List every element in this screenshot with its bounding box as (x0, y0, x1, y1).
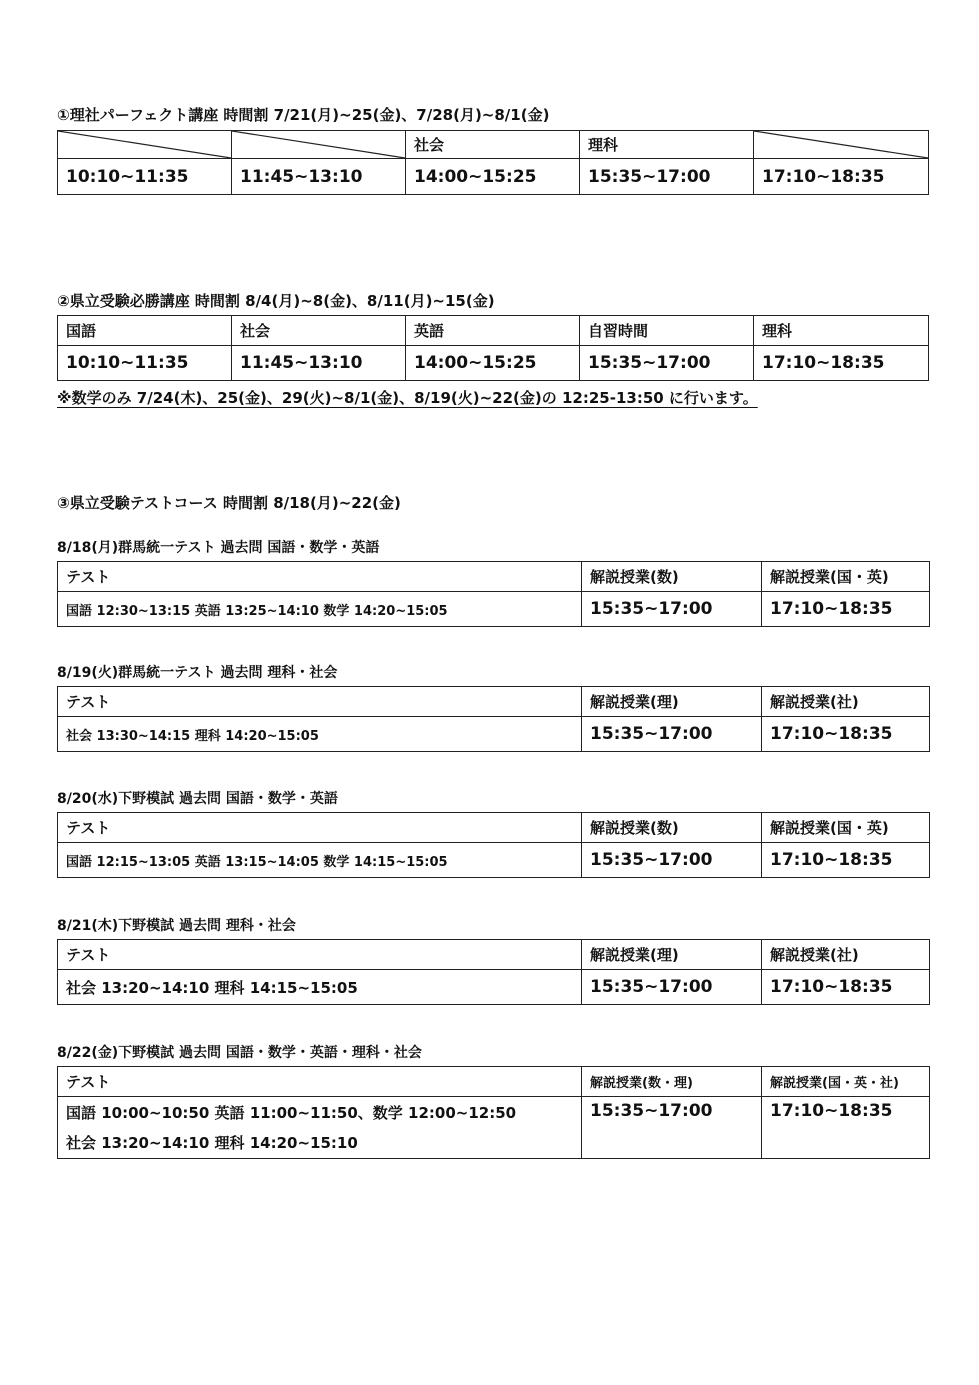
day-820-review2-time: 17:10~18:35 (762, 843, 930, 878)
day-821-time-row (58, 970, 930, 1005)
section2-table (57, 315, 929, 381)
day-820-table (57, 812, 930, 878)
day-820-header-row (58, 813, 930, 843)
day-820-review1-time: 15:35~17:00 (582, 843, 762, 878)
day-819-header-row (58, 687, 930, 717)
day-820-test-times: 国語 12:15~13:05 英語 13:15~14:05 数学 14:15~15:05 (58, 843, 582, 878)
section2-time-1: 10:10~11:35 (58, 346, 232, 381)
day-822-header-test: テスト (58, 1067, 582, 1097)
day-822-test-times-line2: 社会 13:20~14:10 理科 14:20~15:10 (66, 1133, 358, 1152)
day-821-test-times: 社会 13:20~14:10 理科 14:15~15:05 (58, 970, 582, 1005)
day-818-review1-time: 15:35~17:00 (582, 592, 762, 627)
section2-header-english: 英語 (406, 316, 580, 346)
day-821-table (57, 939, 930, 1005)
day-819-header-test: テスト (58, 687, 582, 717)
section1-header-empty-5 (754, 131, 929, 159)
day-818-title: 8/18(月)群馬統一テスト 過去問 国語・数学・英語 (57, 540, 380, 556)
day-821-header-test: テスト (58, 940, 582, 970)
day-821-review1-time: 15:35~17:00 (582, 970, 762, 1005)
day-819-table (57, 686, 930, 752)
day-820-header-review2: 解説授業(国・英) (762, 813, 930, 843)
section1-time-1: 10:10~11:35 (58, 159, 232, 195)
day-822-header-row (58, 1067, 930, 1097)
section2-header-social: 社会 (232, 316, 406, 346)
day-819-time-row (58, 717, 930, 752)
day-818-review2-time: 17:10~18:35 (762, 592, 930, 627)
section1-header-empty-1 (58, 131, 232, 159)
day-822-title: 8/22(金)下野模試 過去問 国語・数学・英語・理科・社会 (57, 1045, 422, 1061)
section2-header-science: 理科 (754, 316, 929, 346)
section3-title: ③県立受験テストコース 時間割 8/18(月)~22(金) (57, 494, 401, 512)
day-819-test-times: 社会 13:30~14:15 理科 14:20~15:05 (58, 717, 582, 752)
day-818-header-review1: 解説授業(数) (582, 562, 762, 592)
section2-time-4: 15:35~17:00 (580, 346, 754, 381)
day-820-header-test: テスト (58, 813, 582, 843)
section1-table (57, 130, 929, 195)
day-818-table (57, 561, 930, 627)
section2-title: ②県立受験必勝講座 時間割 8/4(月)~8(金)、8/11(月)~15(金) (57, 292, 495, 310)
day-821-title: 8/21(木)下野模試 過去問 理科・社会 (57, 918, 296, 934)
day-822-test-times-line1: 国語 10:00~10:50 英語 11:00~11:50、数学 12:00~12:50 (66, 1103, 517, 1122)
section1-time-2: 11:45~13:10 (232, 159, 406, 195)
day-818-header-review2: 解説授業(国・英) (762, 562, 930, 592)
day-822-table (57, 1066, 930, 1159)
day-820-header-review1: 解説授業(数) (582, 813, 762, 843)
section1-header-empty-2 (232, 131, 406, 159)
section1-time-5: 17:10~18:35 (754, 159, 929, 195)
day-818-header-row (58, 562, 930, 592)
day-821-review2-time: 17:10~18:35 (762, 970, 930, 1005)
day-819-title: 8/19(火)群馬統一テスト 過去問 理科・社会 (57, 665, 338, 681)
section2-math-note: ※数学のみ 7/24(木)、25(金)、29(火)~8/1(金)、8/19(火)~22(金)の 12:25-13:50 に行います。 (57, 389, 758, 407)
section2-header-selfstudy: 自習時間 (580, 316, 754, 346)
section1-time-3: 14:00~15:25 (406, 159, 580, 195)
day-822-review1-time: 15:35~17:00 (582, 1097, 762, 1159)
section1-time-4: 15:35~17:00 (580, 159, 754, 195)
section2-header-japanese: 国語 (58, 316, 232, 346)
section1-header-row (58, 131, 929, 159)
section1-header-science: 理科 (580, 131, 754, 159)
day-819-review2-time: 17:10~18:35 (762, 717, 930, 752)
section2-time-3: 14:00~15:25 (406, 346, 580, 381)
day-819-header-review1: 解説授業(理) (582, 687, 762, 717)
day-819-header-review2: 解説授業(社) (762, 687, 930, 717)
day-818-header-test: テスト (58, 562, 582, 592)
day-821-header-row (58, 940, 930, 970)
day-822-time-row (58, 1097, 930, 1159)
section1-title: ①理社パーフェクト講座 時間割 7/21(月)~25(金)、7/28(月)~8/1(金) (57, 106, 550, 124)
section2-time-row (58, 346, 929, 381)
section2-time-2: 11:45~13:10 (232, 346, 406, 381)
day-818-test-times: 国語 12:30~13:15 英語 13:25~14:10 数学 14:20~15:05 (58, 592, 582, 627)
section2-header-row (58, 316, 929, 346)
day-821-header-review1: 解説授業(理) (582, 940, 762, 970)
section1-header-social: 社会 (406, 131, 580, 159)
day-818-time-row (58, 592, 930, 627)
day-820-title: 8/20(水)下野模試 過去問 国語・数学・英語 (57, 791, 338, 807)
day-822-header-review2: 解説授業(国・英・社) (762, 1067, 930, 1097)
day-820-time-row (58, 843, 930, 878)
day-822-review2-time: 17:10~18:35 (762, 1097, 930, 1159)
section1-time-row (58, 159, 929, 195)
day-822-header-review1: 解説授業(数・理) (582, 1067, 762, 1097)
day-822-test-times (58, 1097, 582, 1159)
day-819-review1-time: 15:35~17:00 (582, 717, 762, 752)
section2-time-5: 17:10~18:35 (754, 346, 929, 381)
day-821-header-review2: 解説授業(社) (762, 940, 930, 970)
